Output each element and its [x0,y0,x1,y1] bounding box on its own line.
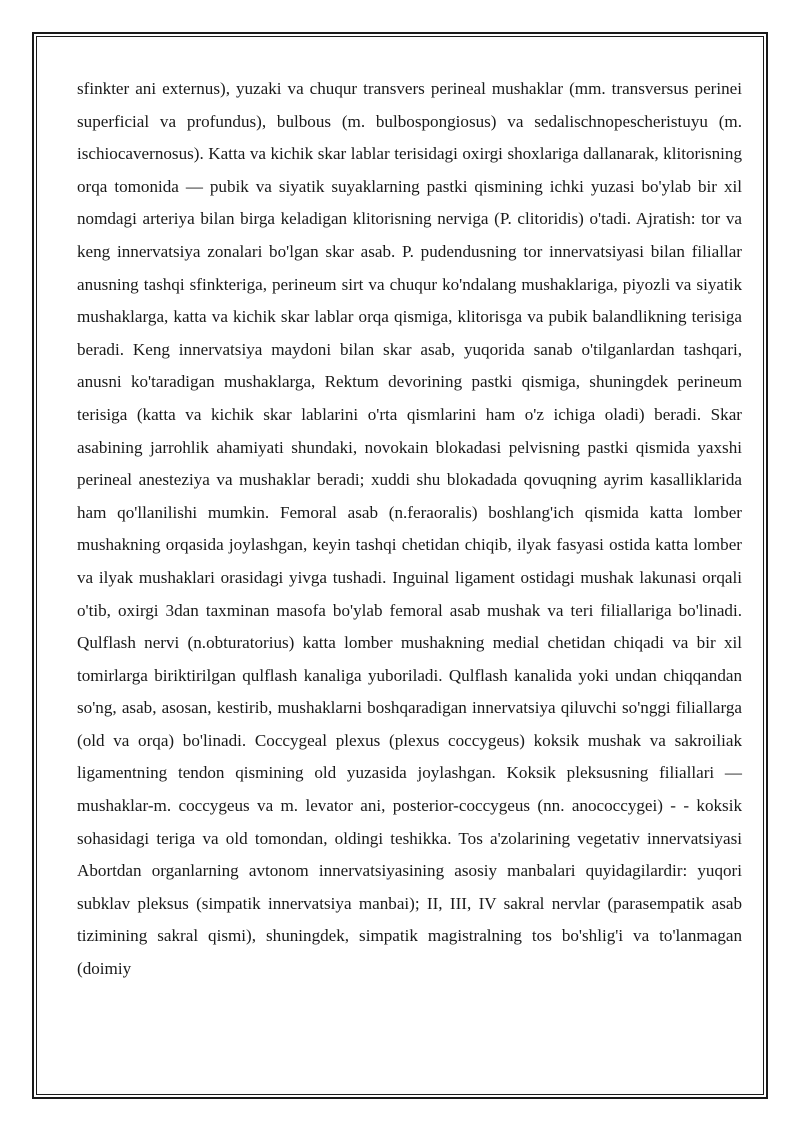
body-paragraph: sfinkter ani externus), yuzaki va chuqur transvers perineal mushaklar (mm. transversus perinei superficial va profundus), bulbous (m. bulbospongiosus) va sedalischnopescheristuyu (m. ischiocavernosus). Katta va kichik skar lablar terisidagi oxirgi shoxlariga dallanarak, klitorisning orqa tomonida — pubik va siyatik suyaklarning pastki qismining ichki yuzasi bo'ylab bir xil nomdagi arteriya bilan birga keladigan klitorisning nerviga (P. clitoridis) o'tadi. Ajratish: tor va keng innervatsiya zonalari bo'lgan skar asab. P. pudendusning tor innervatsiyasi bilan filiallar anusning tashqi sfinkteriga, perineum sirt va chuqur ko'ndalang mushaklariga, piyozli va siyatik mushaklarga, katta va kichik skar lablar orqa qismiga, klitorisga va pubik balandlikning terisiga beradi. Keng innervatsiya maydoni bilan skar asab, yuqorida sanab o'tilganlardan tashqari, anusni ko'taradigan mushaklarga, Rektum devorining pastki qismiga, shuningdek perineum terisiga (katta va kichik skar lablarini o'rta qismlarini ham o'z ichiga oladi) beradi. Skar asabining jarrohlik ahamiyati shundaki, novokain blokadasi pelvisning pastki qismida yaxshi perineal anesteziya va mushaklar beradi; xuddi shu blokadada qovuqning ayrim kasalliklarida ham qo'llanilishi mumkin. Femoral asab (n.feraoralis) boshlang'ich qismida katta lomber mushakning orqasida joylashgan, keyin tashqi chetidan chiqib, ilyak fasyasi ostida katta lomber va ilyak mushaklari orasidagi yivga tushadi. Inguinal ligament ostidagi mushak lakunasi orqali o'tib, oxirgi 3dan taxminan masofa bo'ylab femoral asab mushak va teri filiallariga bo'linadi. Qulflash nervi (n.obturatorius) katta lomber mushakning medial chetidan chiqadi va bir xil tomirlarga biriktirilgan qulflash kanaliga yuboriladi. Qulflash kanalida yoki undan chiqqandan so'ng, asab, asosan, kestirib, mushaklarni boshqaradigan innervatsiya qiluvchi so'nggi filiallarga (old va orqa) bo'linadi. Coccygeal plexus (plexus coccygeus) koksik mushak va sakroiliak ligamentning tendon qismining old yuzasida joylashgan. Koksik pleksusning filiallari — mushaklar-m. coccygeus va m. levator ani, posterior-coccygeus (nn. anococcygei) - - koksik sohasidagi teriga va old tomondan, oldingi teshikka. Tos a'zolarining vegetativ innervatsiyasi Abortdan organlarning avtonom innervatsiyasining asosiy manbalari quyidagilardir: yuqori subklav pleksus (simpatik innervatsiya manbai); II, III, IV sakral nervlar (parasempatik asab tizimining sakral qismi), shuningdek, simpatik magistralning tos bo'shlig'i va to'lanmagan (doimiy [77,79,742,979]
